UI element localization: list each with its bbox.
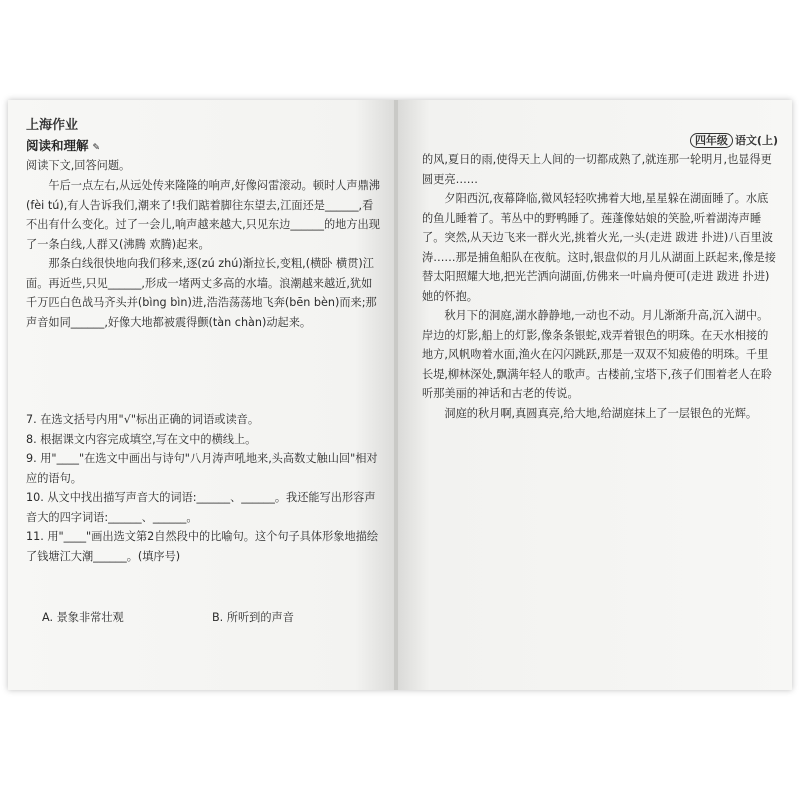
grade-subject-header	[690, 132, 778, 148]
passage-paragraph: 的风,夏日的雨,使得天上人间的一切都成熟了,就连那一轮明月,也显得更圆更亮……	[422, 153, 772, 186]
open-workbook	[8, 100, 792, 690]
question-7: 7. 在选文括号内用"√"标出正确的词语或读音。	[26, 413, 260, 426]
question-list	[26, 410, 382, 566]
section-title-text: 阅读和理解	[26, 138, 89, 153]
question-10: 10. 从文中找出描写声音大的词语:______、______。我还能写出形容声音大的四字词语:______、______。	[26, 491, 376, 524]
pencil-icon: ✎	[92, 143, 101, 153]
passage-paragraph: 洞庭的秋月啊,真圆真亮,给大地,给湖庭抹上了一层银色的光辉。	[444, 406, 758, 420]
grade-badge: 四年级	[690, 133, 733, 148]
instruction-1: 阅读下文,回答问题。	[26, 159, 131, 172]
right-page	[398, 100, 792, 690]
passage-paragraph: 那条白线很快地向我们移来,逐(zú zhú)渐拉长,变粗,(横卧 横贯)江面。再近些,只见______,形成一堵两丈多高的水墙。浪潮越来越近,犹如千万匹白色战马齐头并(bìng bìn)进,浩浩荡荡地飞奔(bēn bèn)而来;那声音如同______,好像大地都被震得颤(tàn chàn)动起来。	[26, 257, 377, 329]
q11-options	[42, 608, 382, 628]
section-title-reading	[26, 136, 100, 154]
question-8: 8. 根据课文内容完成填空,写在文中的横线上。	[26, 432, 257, 446]
brand-header: 上海作业	[26, 118, 79, 133]
passage-2-continued	[422, 150, 778, 423]
passage-paragraph: 秋月下的洞庭,湖水静静地,一动也不动。月儿渐渐升高,沉入湖中。岸边的灯影,船上的灯影,像条条银蛇,戏弄着银色的明珠。在天水相接的地方,风帆吻着水面,渔火在闪闪跳跃,那是一双双不知疲倦的明珠。千里长堤,柳林深处,飘满年轻人的歌声。古楼前,宝塔下,孩子们围着老人在聆听那美丽的神话和古老的传说。	[422, 309, 772, 400]
passage-paragraph: 夕阳西沉,夜幕降临,微风轻轻吹拂着大地,星星躲在湖面睡了。水底的鱼儿睡着了。苇丛中的野鸭睡了。莲蓬像姑娘的笑脸,听着湖涛声睡了。突然,从天边飞来一群火光,挑着火光,一头(走进 跋进 扑进)八百里波涛……那是捕鱼船队在夜航。这时,银盘似的月儿从湖面上跃起来,像是接替太阳照耀大地,把光芒洒向湖面,仿佛来一叶扁舟便可(走进 跋进 扑进)她的怀抱。	[422, 192, 776, 303]
question-11: 11. 用"____"画出选文第2自然段中的比喻句。这个句子具体形象地描绘了钱塘江大潮______。(填序号)	[26, 530, 379, 563]
option-a: A. 景象非常壮观	[42, 611, 124, 624]
subject-label: 语文(上)	[734, 134, 778, 147]
option-b: B. 所听到的声音	[212, 611, 294, 624]
passage-1	[26, 176, 382, 332]
left-page	[8, 100, 394, 690]
question-9: 9. 用"____"在选文中画出与诗句"八月涛声吼地来,头高数丈触山回"相对应的语句。	[26, 452, 378, 485]
passage-paragraph: 午后一点左右,从远处传来隆隆的响声,好像闷雷滚动。顿时人声鼎沸(fèi tú),有人告诉我们,潮来了!我们踮着脚往东望去,江面还是______,看不出有什么变化。过了一会儿,响声越来越大,只见东边______的地方出现了一条白线,人群又(沸腾 欢腾)起来。	[26, 179, 380, 251]
